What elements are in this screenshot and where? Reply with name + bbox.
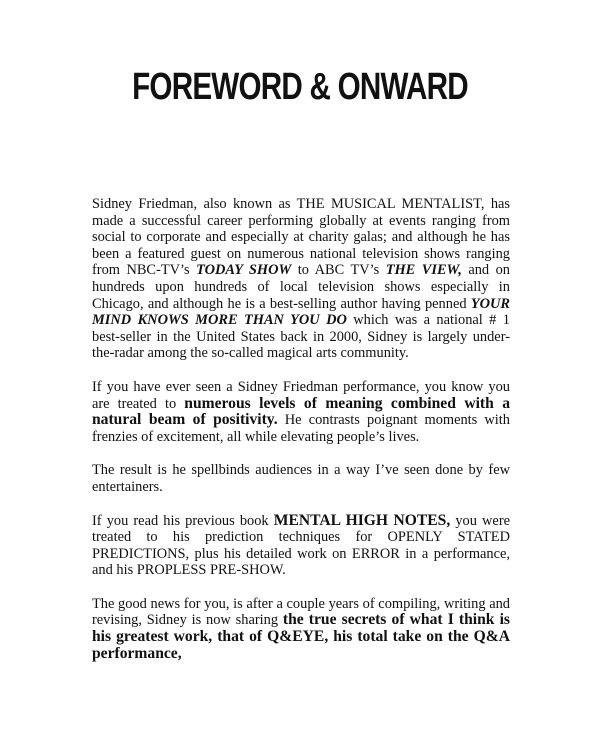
paragraph-3 (92, 462, 510, 495)
paragraph-5 (92, 596, 510, 662)
emphasis-the-view: THE VIEW, (385, 262, 462, 279)
paragraph-2 (92, 379, 510, 445)
emphasis-true-secrets: the true secrets of what I think is his greatest work, that of Q&EYE, his total take on the Q&A performance, (92, 611, 510, 662)
paragraph-4 (92, 513, 510, 579)
text-segment: which was a national # 1 best-seller in the United States back in 2000, Sidney is largely under-the-radar among the so-called magical arts community. (92, 312, 510, 362)
text-segment: If you read his previous book (92, 512, 274, 529)
emphasis-book-title: YOUR MIND KNOWS MORE THAN YOU DO (92, 295, 510, 329)
text-segment: The result is he spellbinds audiences in a way I’ve seen done by few entertainers. (92, 462, 510, 495)
text-segment: He contrasts poignant moments with frenzies of excitement, all while elevating people’s lives. (92, 412, 510, 445)
emphasis-mental-high-notes: MENTAL HIGH NOTES, (273, 511, 451, 529)
foreword-body (92, 196, 510, 679)
text-segment: If you have ever seen a Sidney Friedman performance, you know you are treated to (92, 378, 510, 412)
text-segment: to ABC TV’s (291, 262, 386, 279)
text-segment: you were treated to his prediction techniques for OPENLY STATED PREDICTIONS, plus his detailed work on ERROR in a performance, and his PROPLESS PRE-SHOW. (92, 512, 511, 579)
emphasis-levels-of-meaning: numerous levels of meaning combined with a natural beam of positivity. (92, 394, 510, 429)
paragraph-1 (92, 196, 510, 362)
emphasis-today-show: TODAY SHOW (196, 262, 292, 279)
text-segment: Sidney Friedman, also known as THE MUSICAL MENTALIST, has made a successful career performing globally at events ranging from social to corporate and especially at charity galas; and although he has been a featured guest on numerous national television shows ranging from NBC-TV’s (92, 196, 510, 279)
text-segment: and on hundreds upon hundreds of local television shows especially in Chicago, and although he is a best-selling author having penned (92, 262, 510, 312)
text-segment: The good news for you, is after a couple years of compiling, writing and revising, Sidney is now sharing (92, 595, 510, 629)
page-title: FOREWORD & ONWARD (132, 66, 468, 108)
